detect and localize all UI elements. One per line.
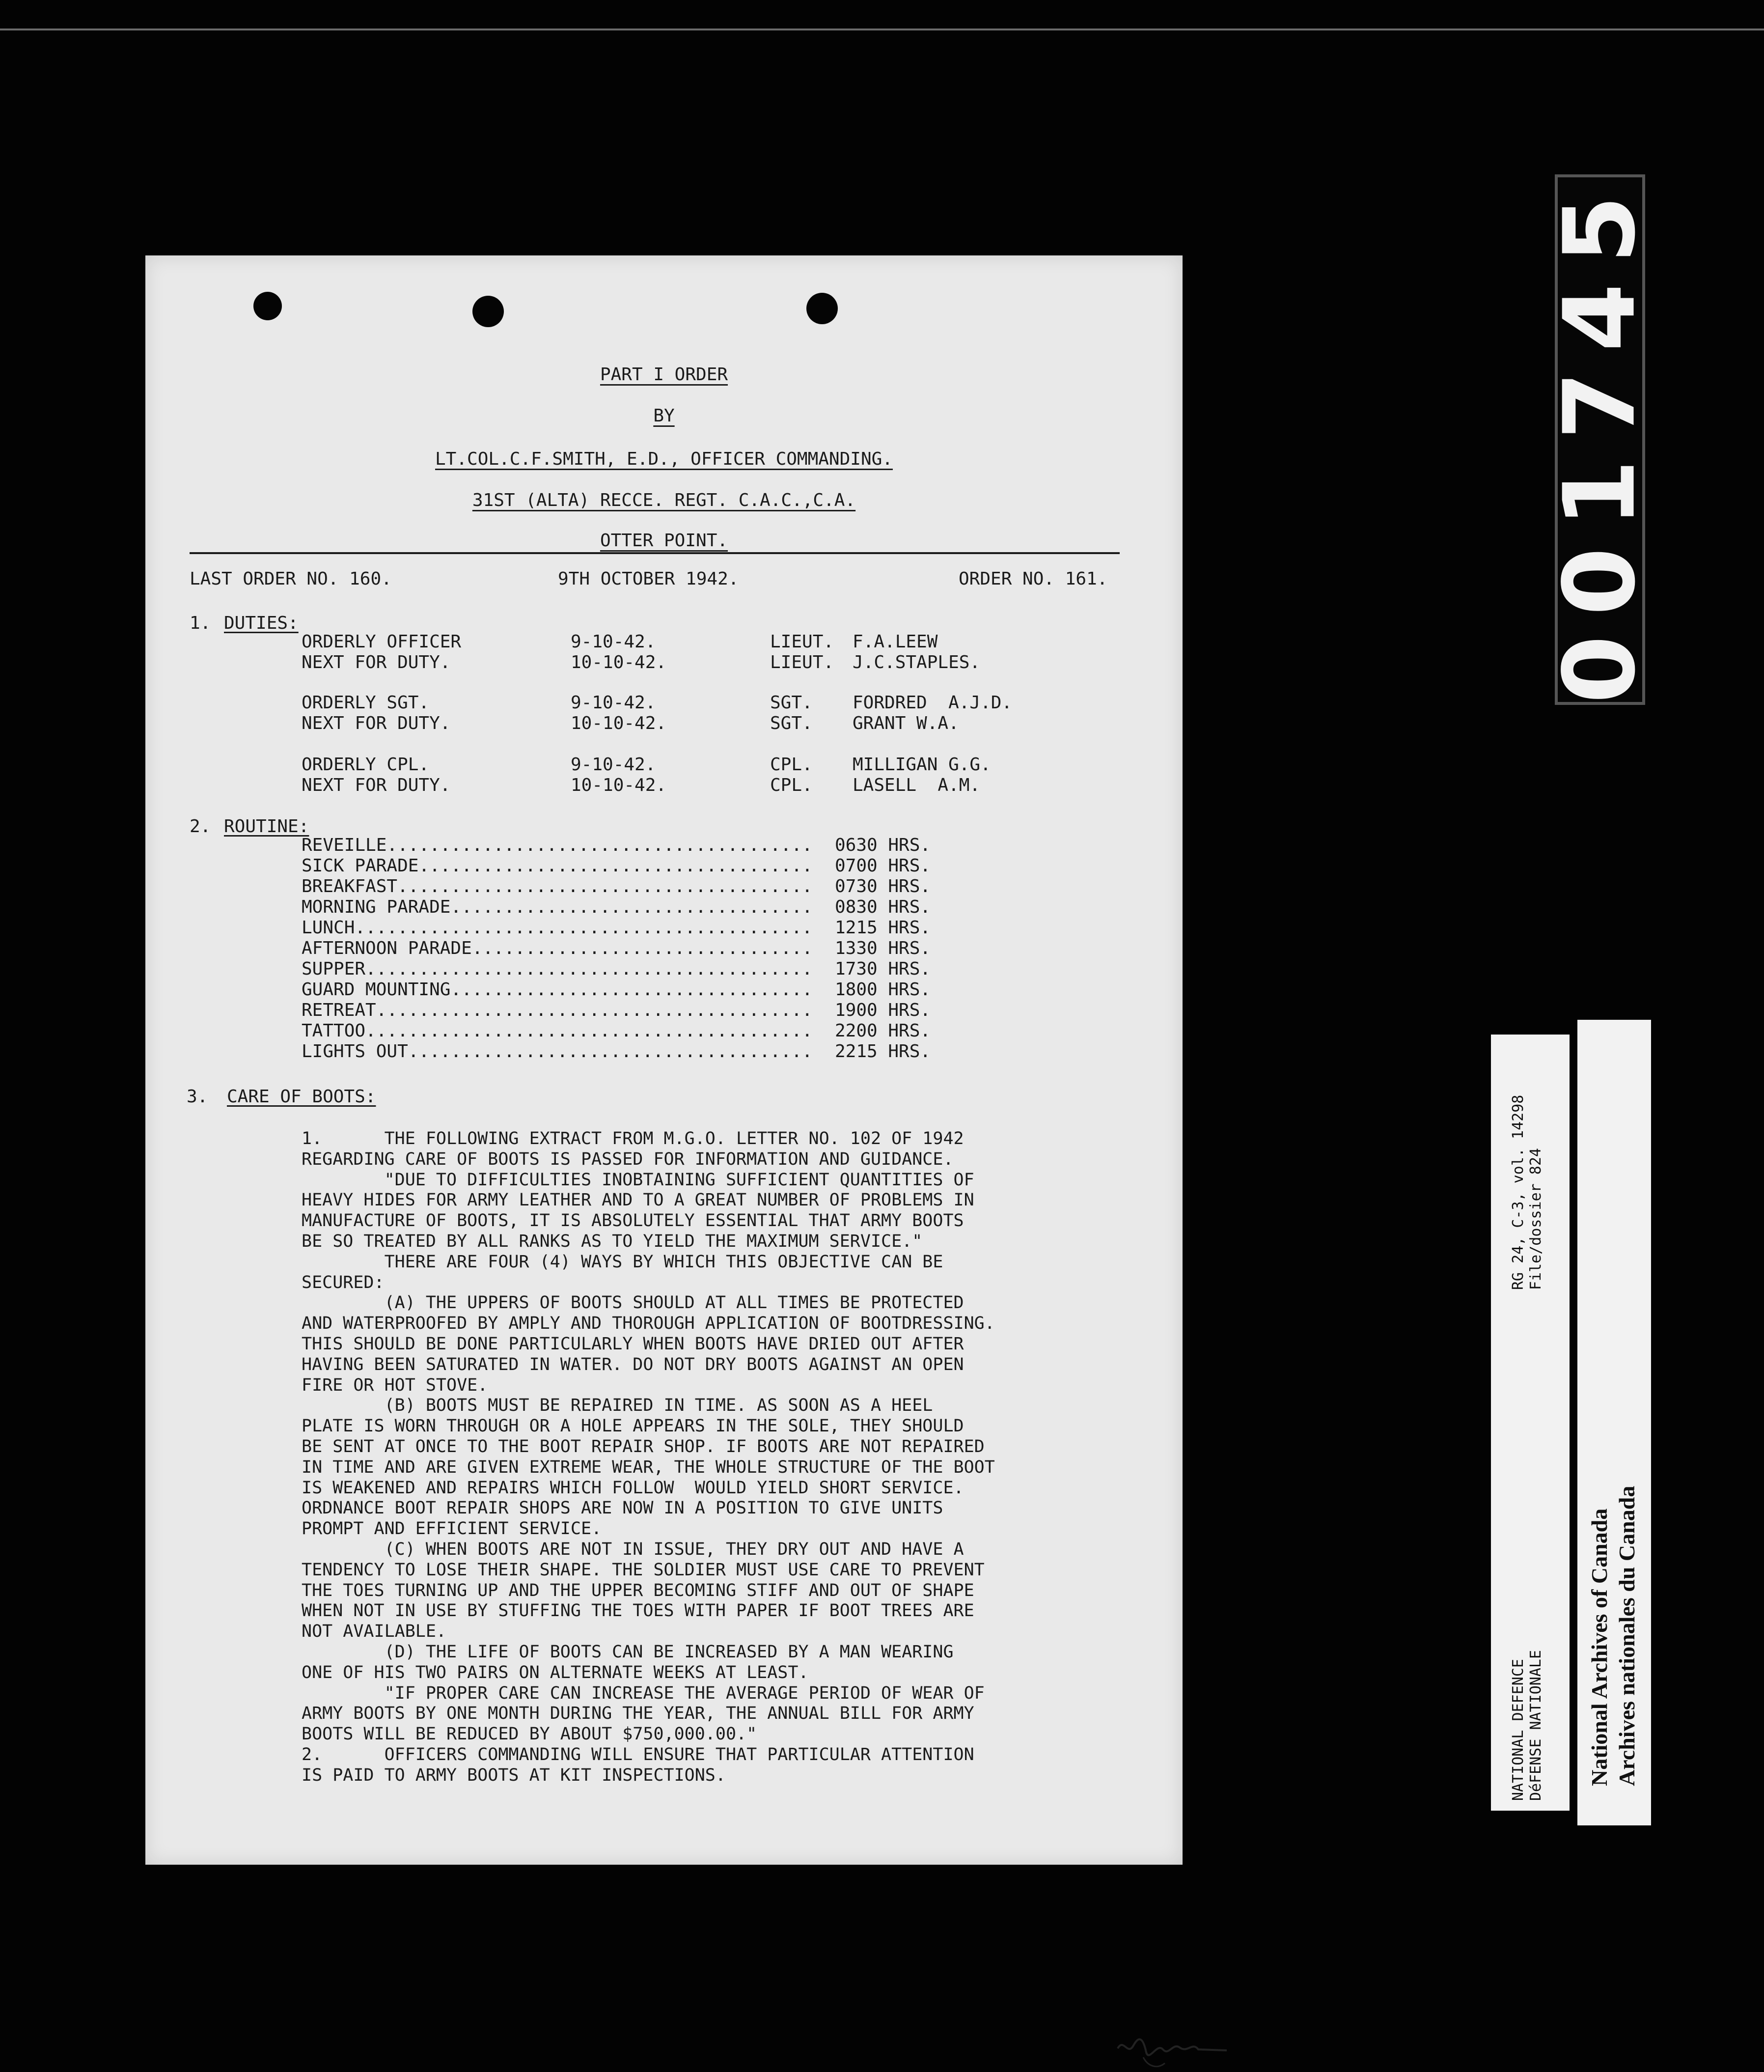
routine-leader-dots: ..................................... xyxy=(418,856,813,876)
boots-text-line: (D) THE LIFE OF BOOTS CAN BE INCREASED BY A MAN WEARING xyxy=(302,1642,954,1662)
document-page xyxy=(145,255,1183,1865)
routine-time: 1730 HRS. xyxy=(835,959,931,979)
archive-frame-number-stamp: 001745 xyxy=(1555,174,1645,705)
routine-leader-dots: .................................. xyxy=(450,980,813,1000)
boots-text-line: NOT AVAILABLE. xyxy=(302,1622,447,1642)
boots-text-line: ARMY BOOTS BY ONE MONTH DURING THE YEAR, THE ANNUAL BILL FOR ARMY xyxy=(302,1704,974,1724)
punch-hole-right xyxy=(806,293,838,324)
boots-text-line: BOOTS WILL BE REDUCED BY ABOUT $750,000.00." xyxy=(302,1724,757,1744)
duty-role: NEXT FOR DUTY. xyxy=(302,775,451,795)
duty-role: ORDERLY SGT. xyxy=(302,693,430,713)
routine-leader-dots: ........................................ xyxy=(386,835,813,855)
section-number-boots: 3. xyxy=(187,1087,208,1107)
duty-date: 10-10-42. xyxy=(571,713,667,733)
boots-text-line: ONE OF HIS TWO PAIRS ON ALTERNATE WEEKS AT LEAST. xyxy=(302,1662,809,1682)
routine-item: BREAKFAST xyxy=(302,876,398,896)
boots-text-line: 1. THE FOLLOWING EXTRACT FROM M.G.O. LETTER NO. 102 OF 1942 xyxy=(302,1129,964,1148)
routine-leader-dots: ........................................... xyxy=(355,918,813,938)
duty-name: F.A.LEEW xyxy=(853,632,938,652)
duty-name: FORDRED A.J.D. xyxy=(853,693,1013,713)
boots-text-line: (C) WHEN BOOTS ARE NOT IN ISSUE, THEY DRY OUT AND HAVE A xyxy=(302,1540,964,1559)
routine-time: 2200 HRS. xyxy=(835,1021,931,1041)
boots-text-line: THE TOES TURNING UP AND THE UPPER BECOMING STIFF AND OUT OF SHAPE xyxy=(302,1580,974,1600)
boots-text-line: SECURED: xyxy=(302,1272,385,1292)
film-edge-line xyxy=(0,28,1764,30)
section-number-duties: 1. xyxy=(190,613,211,633)
routine-time: 0700 HRS. xyxy=(835,856,931,876)
reference-line2: File/dossier 824 xyxy=(1527,1148,1544,1290)
boots-text-line: REGARDING CARE OF BOOTS IS PASSED FOR INFORMATION AND GUIDANCE. xyxy=(302,1149,954,1169)
boots-text-line: PROMPT AND EFFICIENT SERVICE. xyxy=(302,1519,602,1539)
routine-time: 0730 HRS. xyxy=(835,876,931,896)
boots-text-line: HAVING BEEN SATURATED IN WATER. DO NOT DRY BOOTS AGAINST AN OPEN xyxy=(302,1354,964,1374)
boots-text-line: WHEN NOT IN USE BY STUFFING THE TOES WITH PAPER IF BOOT TREES ARE xyxy=(302,1601,974,1621)
department-line2: DéFENSE NATIONALE xyxy=(1527,1650,1544,1801)
routine-item: AFTERNOON PARADE xyxy=(302,938,472,958)
routine-item: LUNCH xyxy=(302,918,355,938)
duty-date: 10-10-42. xyxy=(571,775,667,795)
routine-leader-dots: .................................. xyxy=(450,897,813,917)
boots-text-line: BE SO TREATED BY ALL RANKS AS TO YIELD THE MAXIMUM SERVICE." xyxy=(302,1232,923,1251)
institution-french: Archives nationales du Canada xyxy=(1614,1485,1639,1786)
archive-reference-label xyxy=(1491,1035,1570,1811)
routine-time: 1330 HRS. xyxy=(835,938,931,958)
order-by: BY xyxy=(653,406,675,426)
boots-text-line: HEAVY HIDES FOR ARMY LEATHER AND TO A GREAT NUMBER OF PROBLEMS IN xyxy=(302,1190,974,1210)
boots-text-line: TENDENCY TO LOSE THEIR SHAPE. THE SOLDIER MUST USE CARE TO PREVENT xyxy=(302,1560,985,1580)
routine-item: GUARD MOUNTING xyxy=(302,980,451,1000)
routine-item: REVEILLE xyxy=(302,835,387,855)
routine-item: LIGHTS OUT xyxy=(302,1041,408,1062)
boots-text-line: AND WATERPROOFED BY AMPLY AND THOROUGH APPLICATION OF BOOTDRESSING. xyxy=(302,1314,995,1334)
duty-role: NEXT FOR DUTY. xyxy=(302,713,451,733)
routine-item: TATTOO xyxy=(302,1021,366,1041)
order-location: OTTER POINT. xyxy=(600,531,728,551)
duty-name: J.C.STAPLES. xyxy=(853,652,981,672)
duty-date: 9-10-42. xyxy=(571,632,656,652)
header-rule xyxy=(190,552,1120,554)
duty-name: MILLIGAN G.G. xyxy=(853,755,991,775)
duty-rank: LIEUT. xyxy=(770,632,834,652)
duty-name: GRANT W.A. xyxy=(853,713,959,733)
duty-rank: LIEUT. xyxy=(770,652,834,672)
boots-text-line: IS PAID TO ARMY BOOTS AT KIT INSPECTIONS. xyxy=(302,1765,726,1785)
archive-institution-label xyxy=(1577,1020,1651,1825)
routine-time: 0830 HRS. xyxy=(835,897,931,917)
handwritten-initials xyxy=(1114,2028,1232,2072)
duty-rank: SGT. xyxy=(770,713,813,733)
punch-hole-middle xyxy=(472,296,504,327)
duty-date: 10-10-42. xyxy=(571,652,667,672)
duty-date: 9-10-42. xyxy=(571,755,656,775)
boots-text-line: IN TIME AND ARE GIVEN EXTREME WEAR, THE WHOLE STRUCTURE OF THE BOOT xyxy=(302,1457,995,1477)
routine-leader-dots: ...................................... xyxy=(408,1041,813,1062)
routine-time: 1800 HRS. xyxy=(835,980,931,1000)
institution-english: National Archives of Canada xyxy=(1587,1508,1612,1786)
section-heading-duties: DUTIES: xyxy=(224,613,299,633)
boots-text-line: FIRE OR HOT STOVE. xyxy=(302,1375,488,1395)
duty-rank: SGT. xyxy=(770,693,813,713)
boots-text-line: BE SENT AT ONCE TO THE BOOT REPAIR SHOP. IF BOOTS ARE NOT REPAIRED xyxy=(302,1437,985,1456)
routine-leader-dots: ................................ xyxy=(472,938,813,958)
order-commander: LT.COL.C.F.SMITH, E.D., OFFICER COMMANDING. xyxy=(435,449,893,469)
routine-leader-dots: .......................................... xyxy=(365,959,813,979)
boots-text-line: THIS SHOULD BE DONE PARTICULARLY WHEN BOOTS HAVE DRIED OUT AFTER xyxy=(302,1334,964,1354)
routine-leader-dots: ......................................... xyxy=(376,1000,813,1020)
duty-role: ORDERLY CPL. xyxy=(302,755,430,775)
punch-hole-left xyxy=(253,292,282,320)
duty-name: LASELL A.M. xyxy=(853,775,981,795)
section-heading-routine: ROUTINE: xyxy=(224,816,309,837)
section-number-routine: 2. xyxy=(190,816,211,837)
duty-rank: CPL. xyxy=(770,775,813,795)
routine-time: 1900 HRS. xyxy=(835,1000,931,1020)
last-order-number: LAST ORDER NO. 160. xyxy=(190,569,392,589)
boots-text-line: (A) THE UPPERS OF BOOTS SHOULD AT ALL TIMES BE PROTECTED xyxy=(302,1293,964,1313)
boots-text-line: "DUE TO DIFFICULTIES INOBTAINING SUFFICIENT QUANTITIES OF xyxy=(302,1170,974,1190)
order-number: ORDER NO. 161. xyxy=(959,569,1108,589)
boots-text-line: ORDNANCE BOOT REPAIR SHOPS ARE NOW IN A POSITION TO GIVE UNITS xyxy=(302,1498,943,1518)
reference-line1: RG 24, C-3, vol. 14298 xyxy=(1510,1094,1527,1290)
order-unit: 31ST (ALTA) RECCE. REGT. C.A.C.,C.A. xyxy=(472,490,856,510)
routine-leader-dots: ....................................... xyxy=(397,876,813,896)
department-line1: NATIONAL DEFENCE xyxy=(1510,1659,1527,1801)
boots-text-line: PLATE IS WORN THROUGH OR A HOLE APPEARS IN THE SOLE, THEY SHOULD xyxy=(302,1416,964,1436)
routine-time: 1215 HRS. xyxy=(835,918,931,938)
routine-leader-dots: .......................................... xyxy=(365,1021,813,1041)
boots-text-line: "IF PROPER CARE CAN INCREASE THE AVERAGE PERIOD OF WEAR OF xyxy=(302,1683,985,1703)
boots-text-line: MANUFACTURE OF BOOTS, IT IS ABSOLUTELY ESSENTIAL THAT ARMY BOOTS xyxy=(302,1211,964,1231)
routine-item: MORNING PARADE xyxy=(302,897,451,917)
routine-item: SICK PARADE xyxy=(302,856,419,876)
order-date: 9TH OCTOBER 1942. xyxy=(558,569,739,589)
duty-rank: CPL. xyxy=(770,755,813,775)
duty-date: 9-10-42. xyxy=(571,693,656,713)
order-title: PART I ORDER xyxy=(600,364,728,385)
boots-text-line: THERE ARE FOUR (4) WAYS BY WHICH THIS OBJECTIVE CAN BE xyxy=(302,1252,943,1272)
routine-item: RETREAT xyxy=(302,1000,376,1020)
routine-time: 2215 HRS. xyxy=(835,1041,931,1062)
duty-role: ORDERLY OFFICER xyxy=(302,632,462,652)
routine-item: SUPPER xyxy=(302,959,366,979)
duty-role: NEXT FOR DUTY. xyxy=(302,652,451,672)
boots-text-line: (B) BOOTS MUST BE REPAIRED IN TIME. AS SOON AS A HEEL xyxy=(302,1396,933,1416)
boots-text-line: 2. OFFICERS COMMANDING WILL ENSURE THAT PARTICULAR ATTENTION xyxy=(302,1745,974,1764)
boots-text-line: IS WEAKENED AND REPAIRS WHICH FOLLOW WOULD YIELD SHORT SERVICE. xyxy=(302,1478,964,1498)
section-heading-boots: CARE OF BOOTS: xyxy=(227,1087,376,1107)
routine-time: 0630 HRS. xyxy=(835,835,931,855)
